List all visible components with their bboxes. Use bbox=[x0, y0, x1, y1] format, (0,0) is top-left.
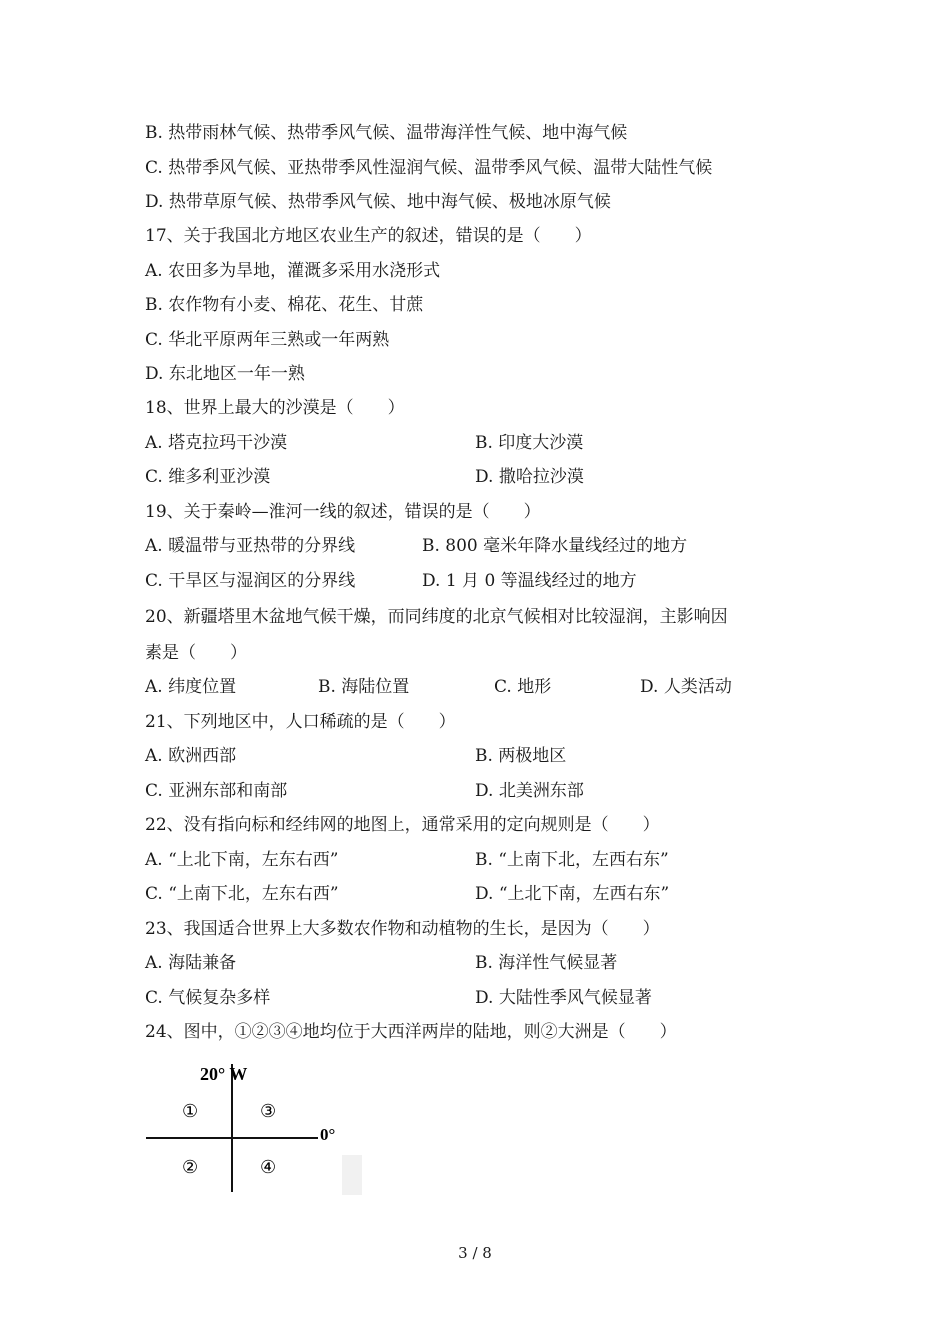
q18-option-b: B. 印度大沙漠 bbox=[475, 433, 584, 453]
q22-stem: 22、没有指向标和经纬网的地图上，通常采用的定向规则是（ ） bbox=[145, 815, 660, 835]
region-2-label: ② bbox=[182, 1157, 199, 1178]
q21-option-d: D. 北美洲东部 bbox=[475, 781, 584, 801]
q20-option-c: C. 地形 bbox=[494, 677, 552, 697]
q23-option-a: A. 海陆兼备 bbox=[145, 953, 237, 973]
q17-stem: 17、关于我国北方地区农业生产的叙述，错误的是（ ） bbox=[145, 226, 592, 246]
longitude-label: 20° W bbox=[200, 1064, 248, 1084]
q20-stem-line2: 素是（ ） bbox=[145, 643, 247, 663]
q22-option-c: C. “上南下北，左东右西” bbox=[145, 884, 339, 904]
q16-option-d: D. 热带草原气候、热带季风气候、地中海气候、极地冰原气候 bbox=[145, 192, 611, 212]
q24-stem: 24、图中，①②③④地均位于大西洋两岸的陆地，则②大洲是（ ） bbox=[145, 1022, 677, 1042]
q18-stem: 18、世界上最大的沙漠是（ ） bbox=[145, 398, 405, 418]
region-1-label: ① bbox=[182, 1101, 199, 1122]
region-4-label: ④ bbox=[260, 1157, 277, 1178]
q16-option-b: B. 热带雨林气候、热带季风气候、温带海洋性气候、地中海气候 bbox=[145, 123, 628, 143]
q23-option-d: D. 大陆性季风气候显著 bbox=[475, 988, 652, 1008]
q18-option-c: C. 维多利亚沙漠 bbox=[145, 467, 271, 487]
q22-option-b: B. “上南下北，左西右东” bbox=[475, 850, 669, 870]
q17-option-b: B. 农作物有小麦、棉花、花生、甘蔗 bbox=[145, 295, 424, 315]
q20-option-b: B. 海陆位置 bbox=[318, 677, 410, 697]
q21-stem: 21、下列地区中，人口稀疏的是（ ） bbox=[145, 712, 456, 732]
q22-option-d: D. “上北下南，左西右东” bbox=[475, 884, 670, 904]
q19-option-b: B. 800 毫米年降水量线经过的地方 bbox=[422, 536, 688, 556]
q19-stem: 19、关于秦岭—淮河一线的叙述，错误的是（ ） bbox=[145, 502, 541, 522]
region-3-label: ③ bbox=[260, 1101, 277, 1122]
q19-option-d: D. 1 月 0 等温线经过的地方 bbox=[422, 571, 637, 591]
q16-option-c: C. 热带季风气候、亚热带季风性湿润气候、温带季风气候、温带大陆性气候 bbox=[145, 158, 713, 178]
q17-option-c: C. 华北平原两年三熟或一年两熟 bbox=[145, 330, 390, 350]
q19-option-a: A. 暖温带与亚热带的分界线 bbox=[145, 536, 356, 556]
q20-option-a: A. 纬度位置 bbox=[145, 677, 237, 697]
q21-option-a: A. 欧洲西部 bbox=[145, 746, 237, 766]
q22-option-a: A. “上北下南，左东右西” bbox=[145, 850, 339, 870]
latitude-label: 0° bbox=[320, 1125, 336, 1144]
lat-lon-grid-figure bbox=[142, 1060, 362, 1195]
q18-option-a: A. 塔克拉玛干沙漠 bbox=[145, 433, 288, 453]
q21-option-b: B. 两极地区 bbox=[475, 746, 567, 766]
page-number: 3 / 8 bbox=[458, 1244, 492, 1262]
q23-stem: 23、我国适合世界上大多数农作物和动植物的生长，是因为（ ） bbox=[145, 919, 660, 939]
q17-option-d: D. 东北地区一年一熟 bbox=[145, 364, 305, 384]
q20-option-d: D. 人类活动 bbox=[640, 677, 732, 697]
q18-option-d: D. 撒哈拉沙漠 bbox=[475, 467, 584, 487]
q17-option-a: A. 农田多为旱地，灌溉多采用水浇形式 bbox=[145, 261, 441, 281]
q23-option-b: B. 海洋性气候显著 bbox=[475, 953, 618, 973]
q21-option-c: C. 亚洲东部和南部 bbox=[145, 781, 288, 801]
figure-scan-shadow bbox=[342, 1155, 362, 1195]
q23-option-c: C. 气候复杂多样 bbox=[145, 988, 271, 1008]
q19-option-c: C. 干旱区与湿润区的分界线 bbox=[145, 571, 356, 591]
q20-stem-line1: 20、新疆塔里木盆地气候干燥，而同纬度的北京气候相对比较湿润，主影响因 bbox=[145, 607, 728, 627]
